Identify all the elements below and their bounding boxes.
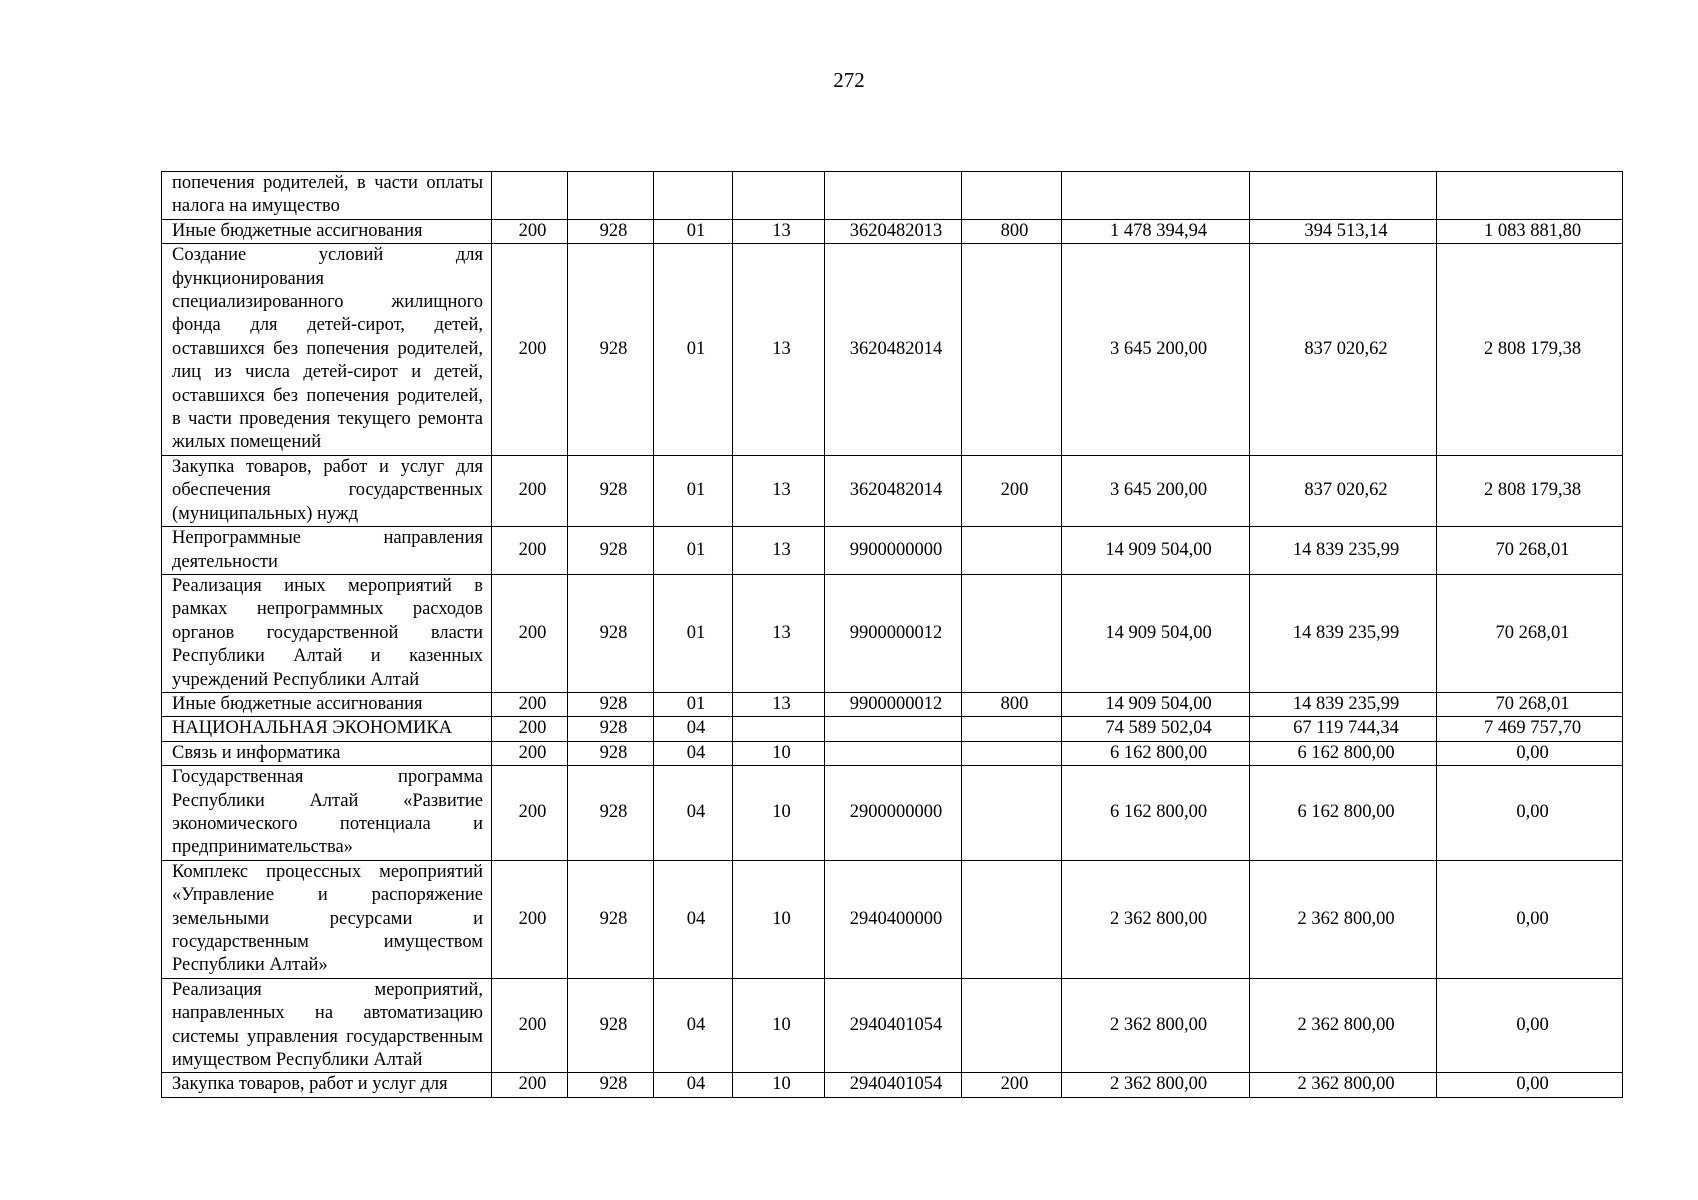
row-subsection-cell — [733, 717, 825, 741]
row-expense-type-cell: 200 — [962, 1073, 1062, 1097]
row-amount-plan-cell: 2 362 800,00 — [1062, 860, 1250, 978]
table-row — [162, 1073, 1623, 1097]
row-grbs-cell: 928 — [568, 574, 654, 692]
row-amount-remaining-cell: 7 469 757,70 — [1437, 717, 1623, 741]
row-code-cell: 200 — [492, 692, 568, 716]
row-code-cell: 200 — [492, 717, 568, 741]
row-code-cell: 200 — [492, 978, 568, 1073]
row-subsection-cell: 13 — [733, 692, 825, 716]
row-amount-plan-cell: 2 362 800,00 — [1062, 978, 1250, 1073]
row-code-cell: 200 — [492, 455, 568, 526]
row-target-article-cell: 3620482014 — [825, 244, 962, 456]
row-subsection-cell — [733, 172, 825, 220]
row-grbs-cell: 928 — [568, 219, 654, 243]
row-amount-executed-cell: 2 362 800,00 — [1250, 1073, 1437, 1097]
row-code-cell — [492, 172, 568, 220]
row-subsection-cell: 13 — [733, 574, 825, 692]
row-name-cell: Создание условий для функционирования специализированного жилищного фонда для детей-сирот, детей, оставшихся без попечения родителей, лиц из числа детей-сирот и детей, оставшихся без попечения родителей, в части проведения текущего ремонта жилых помещений — [162, 244, 492, 456]
row-amount-executed-cell: 14 839 235,99 — [1250, 527, 1437, 575]
row-expense-type-cell — [962, 741, 1062, 765]
row-name-cell: Реализация иных мероприятий в рамках непрограммных расходов органов государственной власти Республики Алтай и казенных учреждений Республики Алтай — [162, 574, 492, 692]
table-row — [162, 978, 1623, 1073]
row-section-cell: 04 — [654, 741, 733, 765]
row-name-cell: Закупка товаров, работ и услуг для обеспечения государственных (муниципальных) нужд — [162, 455, 492, 526]
row-target-article-cell — [825, 741, 962, 765]
row-code-cell: 200 — [492, 766, 568, 861]
row-target-article-cell — [825, 717, 962, 741]
row-name-cell: Иные бюджетные ассигнования — [162, 692, 492, 716]
budget-table — [161, 171, 1623, 1098]
row-section-cell — [654, 172, 733, 220]
row-expense-type-cell — [962, 172, 1062, 220]
row-target-article-cell: 9900000012 — [825, 574, 962, 692]
row-expense-type-cell — [962, 860, 1062, 978]
row-code-cell: 200 — [492, 574, 568, 692]
row-subsection-cell: 13 — [733, 527, 825, 575]
table-row — [162, 692, 1623, 716]
row-amount-executed-cell: 837 020,62 — [1250, 244, 1437, 456]
row-code-cell: 200 — [492, 527, 568, 575]
table-body — [162, 172, 1623, 1098]
row-subsection-cell: 10 — [733, 741, 825, 765]
row-subsection-cell: 10 — [733, 766, 825, 861]
table-row — [162, 527, 1623, 575]
row-grbs-cell: 928 — [568, 717, 654, 741]
row-section-cell: 01 — [654, 574, 733, 692]
row-grbs-cell: 928 — [568, 527, 654, 575]
row-grbs-cell: 928 — [568, 455, 654, 526]
row-section-cell: 01 — [654, 527, 733, 575]
row-amount-plan-cell: 14 909 504,00 — [1062, 527, 1250, 575]
row-code-cell: 200 — [492, 860, 568, 978]
row-amount-plan-cell: 6 162 800,00 — [1062, 766, 1250, 861]
row-amount-remaining-cell: 0,00 — [1437, 766, 1623, 861]
row-expense-type-cell: 200 — [962, 455, 1062, 526]
row-amount-remaining-cell: 2 808 179,38 — [1437, 244, 1623, 456]
row-amount-executed-cell: 2 362 800,00 — [1250, 860, 1437, 978]
table-row — [162, 574, 1623, 692]
row-target-article-cell: 2940400000 — [825, 860, 962, 978]
table-row — [162, 172, 1623, 220]
row-amount-remaining-cell: 70 268,01 — [1437, 692, 1623, 716]
row-grbs-cell — [568, 172, 654, 220]
row-name-cell: Комплекс процессных мероприятий «Управление и распоряжение земельными ресурсами и государственным имуществом Республики Алтай» — [162, 860, 492, 978]
row-amount-executed-cell: 6 162 800,00 — [1250, 766, 1437, 861]
row-section-cell: 04 — [654, 717, 733, 741]
row-expense-type-cell: 800 — [962, 219, 1062, 243]
row-name-cell: Связь и информатика — [162, 741, 492, 765]
row-target-article-cell: 2940401054 — [825, 1073, 962, 1097]
table-row — [162, 860, 1623, 978]
row-target-article-cell: 2900000000 — [825, 766, 962, 861]
row-subsection-cell: 10 — [733, 1073, 825, 1097]
row-section-cell: 04 — [654, 978, 733, 1073]
row-expense-type-cell — [962, 766, 1062, 861]
row-section-cell: 01 — [654, 244, 733, 456]
row-section-cell: 04 — [654, 1073, 733, 1097]
row-amount-plan-cell: 14 909 504,00 — [1062, 692, 1250, 716]
row-section-cell: 01 — [654, 455, 733, 526]
row-code-cell: 200 — [492, 244, 568, 456]
row-amount-remaining-cell: 0,00 — [1437, 741, 1623, 765]
row-expense-type-cell — [962, 244, 1062, 456]
row-grbs-cell: 928 — [568, 692, 654, 716]
row-amount-executed-cell: 837 020,62 — [1250, 455, 1437, 526]
row-section-cell: 01 — [654, 692, 733, 716]
row-target-article-cell: 3620482013 — [825, 219, 962, 243]
row-grbs-cell: 928 — [568, 766, 654, 861]
row-expense-type-cell — [962, 527, 1062, 575]
page-number: 272 — [833, 68, 865, 92]
row-grbs-cell: 928 — [568, 860, 654, 978]
row-expense-type-cell — [962, 978, 1062, 1073]
row-target-article-cell: 3620482014 — [825, 455, 962, 526]
row-amount-plan-cell: 3 645 200,00 — [1062, 244, 1250, 456]
row-name-cell: Реализация мероприятий, направленных на автоматизацию системы управления государственным имуществом Республики Алтай — [162, 978, 492, 1073]
row-amount-executed-cell: 394 513,14 — [1250, 219, 1437, 243]
row-section-cell: 01 — [654, 219, 733, 243]
row-code-cell: 200 — [492, 219, 568, 243]
row-subsection-cell: 13 — [733, 219, 825, 243]
row-subsection-cell: 13 — [733, 455, 825, 526]
row-amount-remaining-cell — [1437, 172, 1623, 220]
row-grbs-cell: 928 — [568, 741, 654, 765]
row-amount-remaining-cell: 70 268,01 — [1437, 527, 1623, 575]
row-amount-remaining-cell: 0,00 — [1437, 1073, 1623, 1097]
row-amount-executed-cell: 6 162 800,00 — [1250, 741, 1437, 765]
table-row — [162, 766, 1623, 861]
row-amount-plan-cell: 2 362 800,00 — [1062, 1073, 1250, 1097]
row-amount-remaining-cell: 70 268,01 — [1437, 574, 1623, 692]
row-amount-executed-cell — [1250, 172, 1437, 220]
row-amount-plan-cell: 3 645 200,00 — [1062, 455, 1250, 526]
row-amount-executed-cell: 14 839 235,99 — [1250, 692, 1437, 716]
table-row — [162, 455, 1623, 526]
row-amount-remaining-cell: 1 083 881,80 — [1437, 219, 1623, 243]
row-expense-type-cell: 800 — [962, 692, 1062, 716]
row-amount-plan-cell: 14 909 504,00 — [1062, 574, 1250, 692]
row-grbs-cell: 928 — [568, 244, 654, 456]
row-amount-executed-cell: 14 839 235,99 — [1250, 574, 1437, 692]
row-name-cell: Непрограммные направления деятельности — [162, 527, 492, 575]
table-row — [162, 741, 1623, 765]
row-name-cell: Иные бюджетные ассигнования — [162, 219, 492, 243]
row-name-cell: Закупка товаров, работ и услуг для — [162, 1073, 492, 1097]
table-row — [162, 717, 1623, 741]
row-target-article-cell: 9900000012 — [825, 692, 962, 716]
row-amount-plan-cell — [1062, 172, 1250, 220]
row-section-cell: 04 — [654, 766, 733, 861]
row-amount-plan-cell: 6 162 800,00 — [1062, 741, 1250, 765]
row-expense-type-cell — [962, 717, 1062, 741]
row-name-cell: попечения родителей, в части оплаты налога на имущество — [162, 172, 492, 220]
row-name-cell: Государственная программа Республики Алтай «Развитие экономического потенциала и предпринимательства» — [162, 766, 492, 861]
row-code-cell: 200 — [492, 741, 568, 765]
row-amount-plan-cell: 74 589 502,04 — [1062, 717, 1250, 741]
row-name-cell: НАЦИОНАЛЬНАЯ ЭКОНОМИКА — [162, 717, 492, 741]
table-row — [162, 244, 1623, 456]
row-expense-type-cell — [962, 574, 1062, 692]
row-subsection-cell: 10 — [733, 860, 825, 978]
row-amount-remaining-cell: 0,00 — [1437, 978, 1623, 1073]
row-amount-remaining-cell: 2 808 179,38 — [1437, 455, 1623, 526]
row-target-article-cell: 2940401054 — [825, 978, 962, 1073]
row-amount-plan-cell: 1 478 394,94 — [1062, 219, 1250, 243]
row-amount-executed-cell: 2 362 800,00 — [1250, 978, 1437, 1073]
row-subsection-cell: 10 — [733, 978, 825, 1073]
row-amount-executed-cell: 67 119 744,34 — [1250, 717, 1437, 741]
table-row — [162, 219, 1623, 243]
row-subsection-cell: 13 — [733, 244, 825, 456]
row-code-cell: 200 — [492, 1073, 568, 1097]
row-grbs-cell: 928 — [568, 978, 654, 1073]
row-target-article-cell — [825, 172, 962, 220]
row-amount-remaining-cell: 0,00 — [1437, 860, 1623, 978]
row-grbs-cell: 928 — [568, 1073, 654, 1097]
row-target-article-cell: 9900000000 — [825, 527, 962, 575]
row-section-cell: 04 — [654, 860, 733, 978]
